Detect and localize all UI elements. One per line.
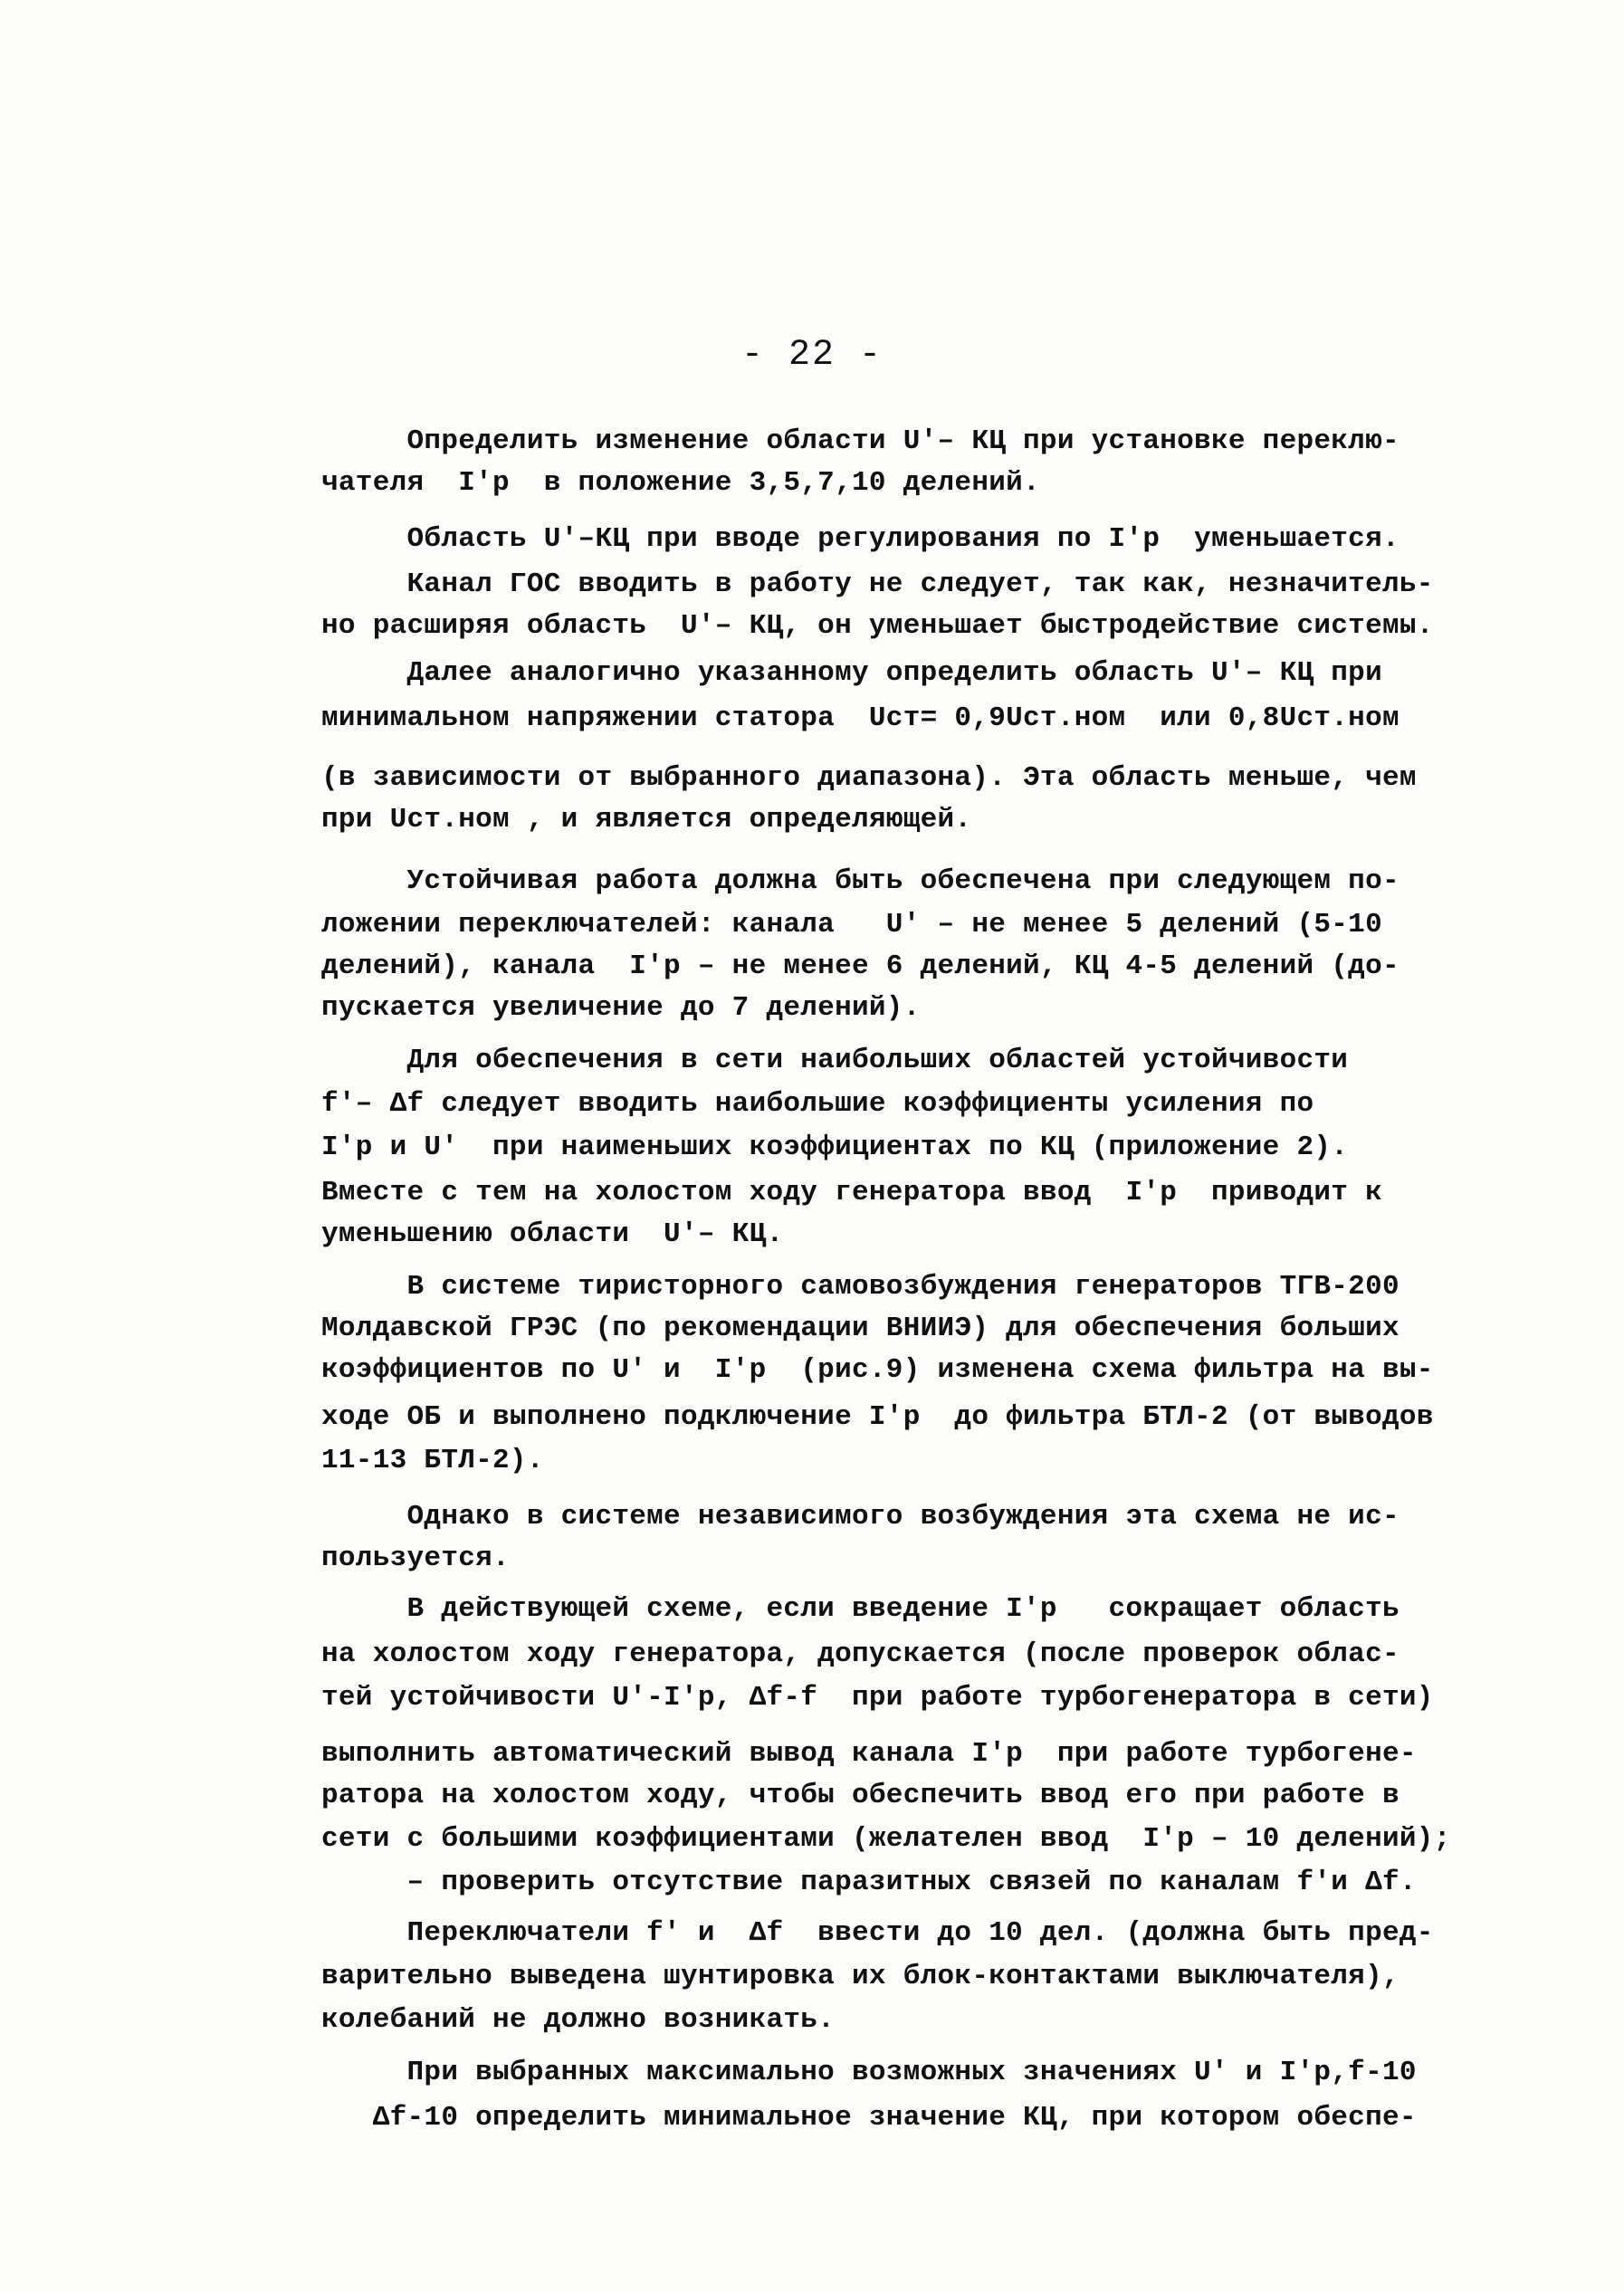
text-line: f′– Δf следует вводить наибольшие коэффициенты усиления по (321, 1088, 1314, 1120)
text-line: при Uст.ном , и является определяющей. (321, 804, 972, 836)
text-line: пользуется. (321, 1542, 510, 1574)
text-line: Однако в системе независимого возбуждения эта схема не ис- (321, 1501, 1400, 1533)
text-line: чателя I′р в положение 3,5,7,10 делений. (321, 467, 1040, 499)
text-line: В действующей схеме, если введение I′р сокращает область (321, 1593, 1400, 1625)
text-line: колебаний не должно возникать. (321, 2004, 836, 2036)
text-line: При выбранных максимально возможных значениях U′ и I′р,f-10 (321, 2057, 1417, 2088)
text-line: Определить изменение области U′– КЦ при установке переклю- (321, 425, 1400, 457)
text-line: ратора на холостом ходу, чтобы обеспечить ввод его при работе в (321, 1780, 1400, 1811)
text-line: сети с большими коэффициентами (желателен ввод I′р – 10 делений); (321, 1823, 1451, 1855)
text-line: I′р и U′ при наименьших коэффициентах по КЦ (приложение 2). (321, 1132, 1349, 1163)
text-line: Устойчивая работа должна быть обеспечена при следующем по- (321, 865, 1400, 897)
text-line: Переключатели f′ и Δf ввести до 10 дел. (должна быть пред- (321, 1917, 1434, 1949)
text-line: пускается увеличение до 7 делений). (321, 992, 921, 1024)
text-line: Для обеспечения в сети наибольших областей устойчивости (321, 1045, 1349, 1076)
text-line: на холостом ходу генератора, допускается (после проверок облас- (321, 1638, 1400, 1670)
text-line: Область U′–КЦ при вводе регулирования по I′р уменьшается. (321, 523, 1400, 555)
text-line: – проверить отсутствие паразитных связей по каналам f′и Δf. (321, 1867, 1417, 1898)
text-line: Вместе с тем на холостом ходу генератора ввод I′р приводит к (321, 1177, 1382, 1208)
text-line: уменьшению области U′– КЦ. (321, 1218, 784, 1250)
text-line: Молдавской ГРЭС (по рекомендации ВНИИЭ) для обеспечения больших (321, 1313, 1400, 1344)
page-number: - 22 - (740, 335, 884, 376)
text-line: выполнить автоматический вывод канала I′р при работе турбогене- (321, 1738, 1417, 1770)
text-line: минимальном напряжении статора Uст= 0,9Uст.ном или 0,8Uст.ном (321, 702, 1400, 734)
text-line: ходе ОБ и выполнено подключение I′р до фильтра БТЛ-2 (от выводов (321, 1401, 1434, 1433)
text-line: варительно выведена шунтировка их блок-контактами выключателя), (321, 1961, 1400, 1992)
text-line: В системе тиристорного самовозбуждения генераторов ТГВ-200 (321, 1271, 1400, 1303)
text-line: Канал ГОС вводить в работу не следует, так как, незначитель- (321, 568, 1434, 600)
text-line: ложении переключателей: канала U′ – не менее 5 делений (5-10 (321, 909, 1382, 941)
text-line: делений), канала I′р – не менее 6 делений, КЦ 4-5 делений (до- (321, 950, 1400, 982)
text-line: Δf-10 определить минимальное значение КЦ, при котором обеспе- (321, 2102, 1417, 2134)
text-line: 11-13 БТЛ-2). (321, 1445, 544, 1476)
text-line: коэффициентов по U′ и I′р (рис.9) изменена схема фильтра на вы- (321, 1354, 1434, 1386)
text-line: но расширяя область U′– КЦ, он уменьшает быстродействие системы. (321, 610, 1434, 642)
text-line: тей устойчивости U′-I′р, Δf-f при работе турбогенератора в сети) (321, 1682, 1434, 1714)
text-line: (в зависимости от выбранного диапазона). Эта область меньше, чем (321, 762, 1417, 794)
text-line: Далее аналогично указанному определить область U′– КЦ при (321, 657, 1382, 689)
